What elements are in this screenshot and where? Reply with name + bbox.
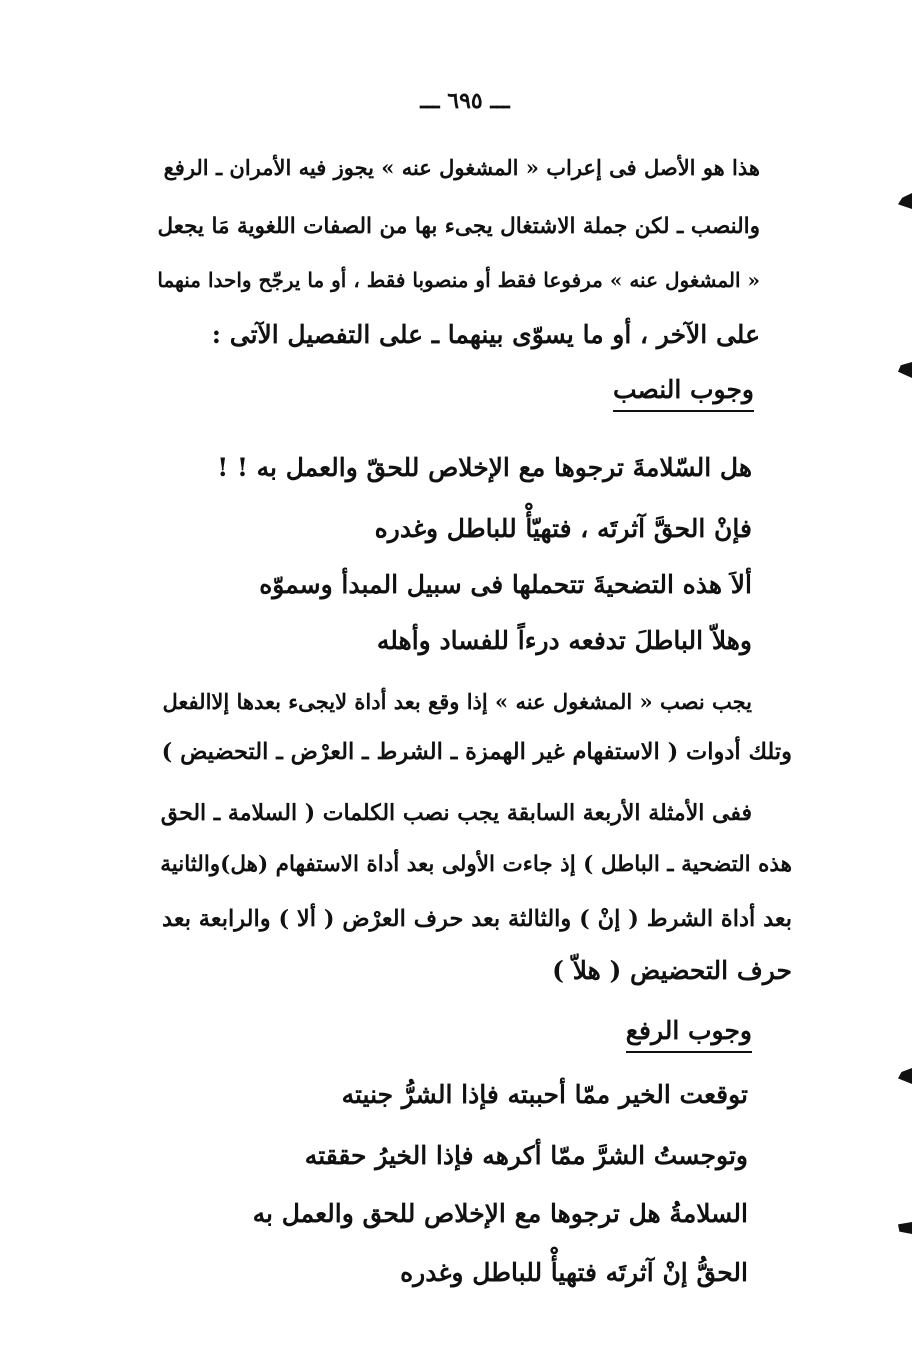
scan-edge-mark bbox=[898, 1222, 912, 1234]
scan-edge-mark bbox=[898, 362, 912, 378]
text-line: على الآخر ، أو ما يسوّى بينهما ـ على التفصيل الآتى : bbox=[211, 320, 760, 349]
text-line: « المشغول عنه » مرفوعا فقط أو منصوبا فقط ، أو ما يرجّح واحدا منهما bbox=[157, 268, 760, 292]
section-heading-raf: وجوب الرفع bbox=[626, 1013, 752, 1053]
example-line: السلامةُ هل ترجوها مع الإخلاص للحق والعمل به bbox=[252, 1199, 748, 1228]
rule-line: يجب نصب « المشغول عنه » إذا وقع بعد أداة لايجىء بعدها إلاالفعل bbox=[162, 689, 752, 714]
explanation-line: بعد أداة الشرط ( إنْ ) والثالثة بعد حرف العرْض ( ألا ) والرابعة بعد bbox=[162, 906, 792, 932]
section-heading-nasb: وجوب النصب bbox=[613, 372, 754, 412]
scan-edge-mark bbox=[898, 193, 912, 209]
rule-line: وتلك أدوات ( الاستفهام غير الهمزة ـ الشرط ـ العرْض ـ التحضيض ) bbox=[161, 739, 792, 765]
example-line: هل السّلامةَ ترجوها مع الإخلاص للحقّ والعمل به ! ! bbox=[217, 453, 752, 482]
explanation-line: ففى الأمثلة الأربعة السابقة يجب نصب الكلمات ( السلامة ـ الحق bbox=[160, 800, 752, 826]
text-line: والنصب ـ لكن جملة الاشتغال يجىء بها من الصفات اللغوية مَا يجعل bbox=[157, 214, 760, 239]
example-line: ألاَ هذه التضحيةَ تتحملها فى سبيل المبدأ وسموّه bbox=[259, 570, 752, 599]
scan-edge-mark bbox=[898, 1068, 912, 1084]
example-line: الحقُّ إنْ آثرتَه فتهيأْ للباطل وغدره bbox=[400, 1258, 748, 1287]
example-line: فإنْ الحقَّ آثرتَه ، فتهيّأْ للباطل وغدره bbox=[374, 514, 752, 543]
example-line: وتوجستُ الشرَّ ممّا أكرهه فإذا الخيرُ حققته bbox=[304, 1141, 748, 1170]
example-line: توقعت الخير ممّا أحببته فإذا الشرُّ جنيته bbox=[341, 1080, 748, 1109]
example-line: وهلاّ الباطلَ تدفعه درءاً للفساد وأهله bbox=[376, 626, 752, 655]
text-line: هذا هو الأصل فى إعراب « المشغول عنه » يجوز فيه الأمران ـ الرفع bbox=[163, 155, 760, 180]
page-number: ـــ ٦٩٥ ـــ bbox=[420, 88, 510, 114]
explanation-line: هذه التضحية ـ الباطل ) إذ جاءت الأولى بعد أداة الاستفهام (هل)والثانية bbox=[160, 852, 792, 877]
explanation-line: حرف التحضيض ( هلاّ ) bbox=[552, 956, 792, 985]
